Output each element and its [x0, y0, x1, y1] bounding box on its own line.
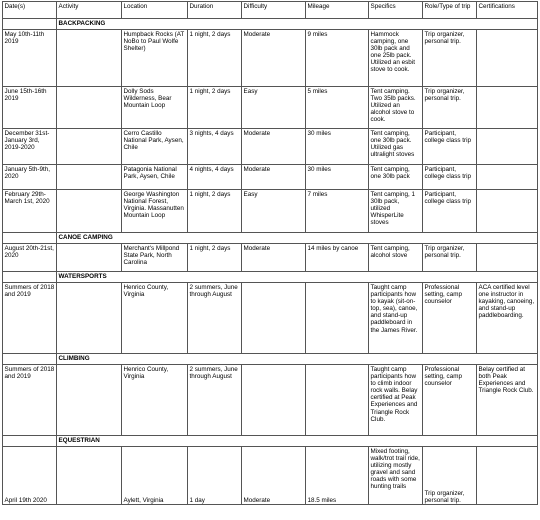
activity-cell [57, 190, 122, 233]
location-cell: Merchant's Millpond State Park, North Carolina [122, 244, 188, 272]
activity-cell [57, 165, 122, 190]
specifics-cell: Taught camp participants how to kayak (sit-on-top, sea), canoe, and stand-up paddleboard in the James River. [369, 283, 423, 354]
table-row [3, 87, 538, 129]
activity-cell [57, 87, 122, 129]
role-cell: Trip organizer, personal trip. [423, 447, 477, 505]
specifics-cell: Hammock camping, one 30lb pack and one 25lb pack. Utilized an esbit stove to cook. [369, 30, 423, 87]
duration-cell: 2 summers, June through August [188, 283, 242, 354]
table-row [3, 30, 538, 87]
location-cell: Dolly Sods Wilderness, Bear Mountain Loop [122, 87, 188, 129]
duration-cell: 1 night, 2 days [188, 87, 242, 129]
specifics-cell: Tent camping, one 30lb pack [369, 165, 423, 190]
date-cell: February 29th-March 1st, 2020 [3, 190, 57, 233]
table-row [3, 283, 538, 354]
certifications-cell [477, 87, 538, 129]
difficulty-cell: Moderate [242, 447, 306, 505]
section-row [3, 436, 538, 447]
table-row [3, 244, 538, 272]
difficulty-cell [242, 365, 306, 436]
location-cell: Henrico County, Virginia [122, 283, 188, 354]
certifications-cell [477, 165, 538, 190]
table-row [3, 129, 538, 165]
section-row [3, 233, 538, 244]
certifications-cell [477, 447, 538, 505]
duration-cell: 1 night, 2 days [188, 190, 242, 233]
location-cell: Patagonia National Park, Aysen, Chile [122, 165, 188, 190]
role-cell: Trip organizer, personal trip. [423, 244, 477, 272]
activity-cell [57, 447, 122, 505]
location-cell: Aylett, Virginia [122, 447, 188, 505]
activity-cell [57, 129, 122, 165]
location-cell: Henrico County, Virginia [122, 365, 188, 436]
location-cell: Humpback Rocks (AT NoBo to Paul Wolfe Shelter) [122, 30, 188, 87]
header-cell: Date(s) [3, 2, 57, 19]
location-cell: George Washington National Forest, Virginia. Massanutten Mountain Loop [122, 190, 188, 233]
activity-cell [57, 283, 122, 354]
header-cell: Activity [57, 2, 122, 19]
certifications-cell [477, 129, 538, 165]
role-cell: Participant, college class trip [423, 190, 477, 233]
role-cell: Professional setting, camp counselor [423, 365, 477, 436]
difficulty-cell: Moderate [242, 165, 306, 190]
duration-cell: 1 night, 2 days [188, 244, 242, 272]
specifics-cell: Tent camping, 1 30lb pack, utilized WhisperLite stoves [369, 190, 423, 233]
date-cell: April 19th 2020 [3, 447, 57, 505]
header-row [3, 2, 538, 19]
table-row [3, 165, 538, 190]
difficulty-cell: Moderate [242, 129, 306, 165]
specifics-cell: Tent camping, one 30lb pack. Utilized gas ultralight stoves [369, 129, 423, 165]
table-row [3, 190, 538, 233]
role-cell: Trip organizer, personal trip. [423, 87, 477, 129]
difficulty-cell: Moderate [242, 244, 306, 272]
duration-cell: 2 summers, June through August [188, 365, 242, 436]
activity-table [2, 1, 538, 505]
certifications-cell [477, 244, 538, 272]
duration-cell: 4 nights, 4 days [188, 165, 242, 190]
header-cell: Duration [188, 2, 242, 19]
section-row [3, 19, 538, 30]
role-cell: Participant, college class trip [423, 129, 477, 165]
section-title: BACKPACKING [57, 19, 538, 30]
mileage-cell [306, 365, 369, 436]
difficulty-cell [242, 283, 306, 354]
mileage-cell: 18.5 miles [306, 447, 369, 505]
location-cell: Cerro Castillo National Park, Aysen, Chile [122, 129, 188, 165]
header-cell: Specifics [369, 2, 423, 19]
section-title: EQUESTRIAN [57, 436, 538, 447]
certifications-cell [477, 30, 538, 87]
date-cell: August 20th-21st, 2020 [3, 244, 57, 272]
mileage-cell: 30 miles [306, 129, 369, 165]
mileage-cell: 9 miles [306, 30, 369, 87]
specifics-cell: Tent camping. Two 35lb packs. Utilized an alcohol stove to cook. [369, 87, 423, 129]
section-title: CANOE CAMPING [57, 233, 538, 244]
specifics-cell: Taught camp participants how to climb indoor rock walls. Belay certified at Peak Experiences and Triangle Rock Club. [369, 365, 423, 436]
difficulty-cell: Easy [242, 190, 306, 233]
section-title: WATERSPORTS [57, 272, 538, 283]
certifications-cell: Belay certified at both Peak Experiences and Triangle Rock Club. [477, 365, 538, 436]
role-cell: Participant, college class trip [423, 165, 477, 190]
header-cell: Location [122, 2, 188, 19]
difficulty-cell: Moderate [242, 30, 306, 87]
difficulty-cell: Easy [242, 87, 306, 129]
duration-cell: 1 night, 2 days [188, 30, 242, 87]
date-cell: May 10th-11th 2019 [3, 30, 57, 87]
mileage-cell: 14 miles by canoe [306, 244, 369, 272]
date-cell: June 15th-16th 2019 [3, 87, 57, 129]
header-cell: Role/Type of trip [423, 2, 477, 19]
document-page [2, 1, 537, 505]
table-row [3, 447, 538, 505]
certifications-cell: ACA certified level one instructor in kayaking, canoeing, and stand-up paddleboarding. [477, 283, 538, 354]
duration-cell: 1 day [188, 447, 242, 505]
section-title: CLIMBING [57, 354, 538, 365]
activity-cell [57, 30, 122, 87]
date-cell: Summers of 2018 and 2019 [3, 365, 57, 436]
role-cell: Trip organizer, personal trip. [423, 30, 477, 87]
section-row [3, 354, 538, 365]
specifics-cell: Mixed footing, walk/trot trail ride, utilizing mostly gravel and sand roads with some hunting trails [369, 447, 423, 505]
header-cell: Certifications [477, 2, 538, 19]
specifics-cell: Tent camping, alcohol stove [369, 244, 423, 272]
date-cell: Summers of 2018 and 2019 [3, 283, 57, 354]
date-cell: December 31st-January 3rd, 2019-2020 [3, 129, 57, 165]
mileage-cell: 7 miles [306, 190, 369, 233]
role-cell: Professional setting, camp counselor [423, 283, 477, 354]
section-row [3, 272, 538, 283]
table-row [3, 365, 538, 436]
header-cell: Mileage [306, 2, 369, 19]
activity-cell [57, 365, 122, 436]
date-cell: January 5th-9th, 2020 [3, 165, 57, 190]
certifications-cell [477, 190, 538, 233]
mileage-cell [306, 283, 369, 354]
mileage-cell: 5 miles [306, 87, 369, 129]
activity-cell [57, 244, 122, 272]
header-cell: Difficulty [242, 2, 306, 19]
duration-cell: 3 nights, 4 days [188, 129, 242, 165]
mileage-cell: 30 miles [306, 165, 369, 190]
